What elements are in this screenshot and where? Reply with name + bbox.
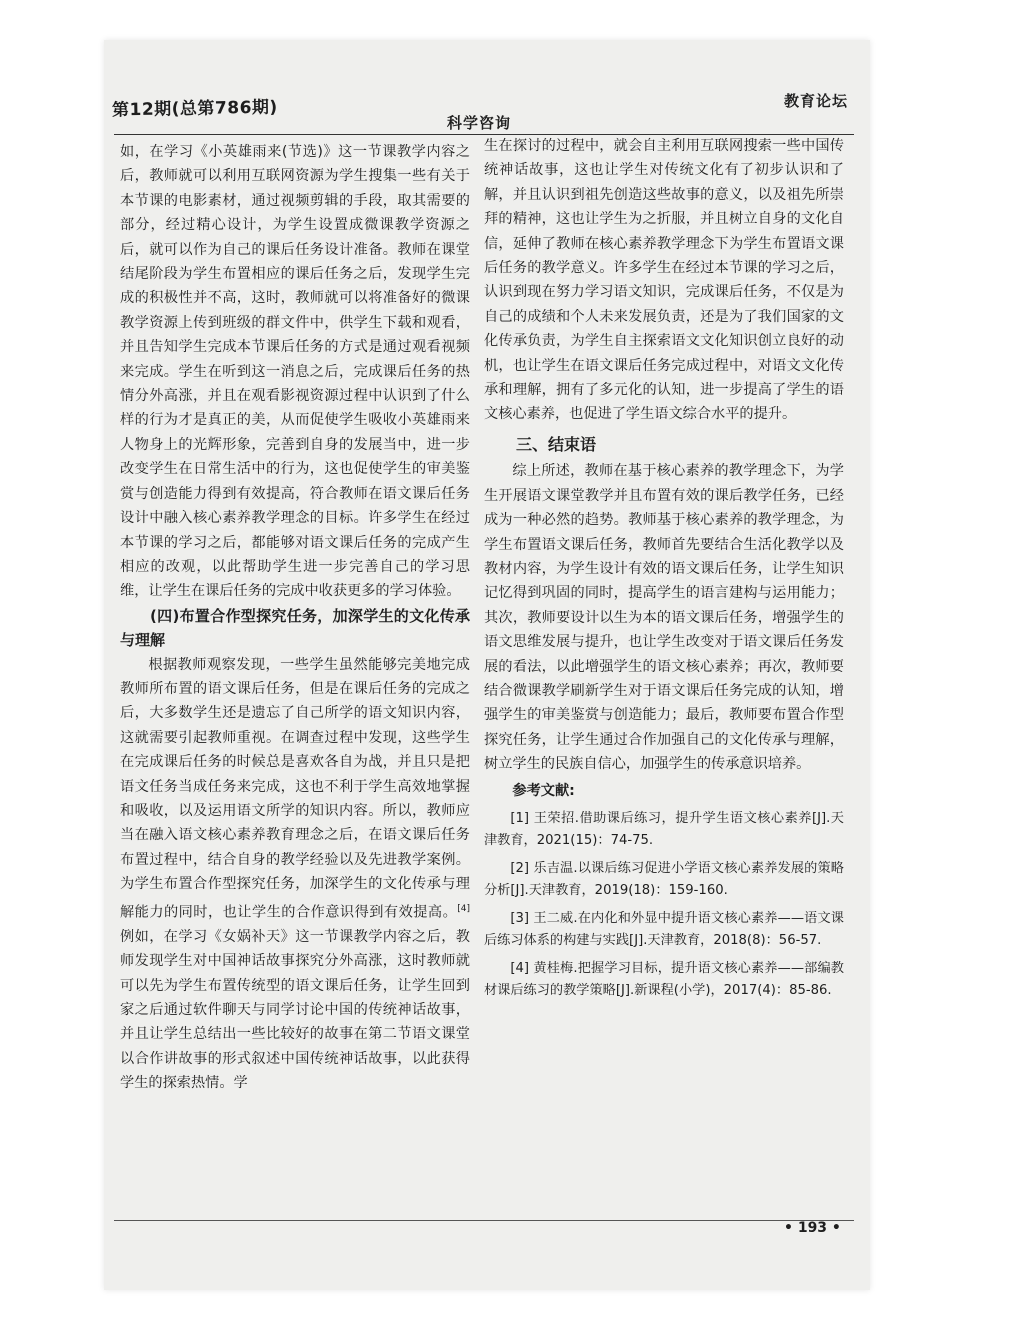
right-column — [484, 134, 844, 1003]
reference-item: [3] 王二威.在内化和外显中提升语文核心素养——语文课后练习体系的构建与实践[J].天津教育，2018(8)：56-57. — [484, 910, 844, 949]
left-paragraph-2 — [120, 653, 470, 1096]
section-label: 教育论坛 — [784, 92, 849, 110]
citation-marker: [4] — [457, 903, 470, 914]
references-title: 参考文献: — [512, 782, 575, 799]
footer-rule — [114, 1220, 854, 1221]
left-paragraph-2-part-b: 例如，在学习《女娲补天》这一节课教学内容之后，教师发现学生对中国神话故事探究分外高涨，这时教师就可以先为学生布置传统型的语文课后任务，让学生回到家之后通过软件聊天与同学讨论中国的传统神话故事，并且让学生总结出一些比较好的故事在第二节语文课堂以合作讲故事的形式叙述中国传统神话故事，以此获得学生的探索热情。学 — [120, 928, 470, 1092]
subsection-heading-4: (四)布置合作型探究任务，加深学生的文化传承与理解 — [120, 606, 470, 650]
reference-item: [4] 黄桂梅.把握学习目标，提升语文核心素养——部编教材课后练习的教学策略[J].新课程(小学)，2017(4)：85-86. — [484, 960, 844, 999]
conclusion-paragraph: 综上所述，教师在基于核心素养的教学理念下，为学生开展语文课堂教学并且布置有效的课后教学任务，已经成为一种必然的趋势。教师基于核心素养的教学理念，为学生布置语文课后任务，教师首先要结合生活化教学以及教材内容，为学生设计有效的语文课后任务，让学生知识记忆得到巩固的同时，提高学生的语言建构与运用能力；其次，教师要设计以生为本的语文课后任务，增强学生的语文思维发展与提升，也让学生改变对于语文课后任务发展的看法，以此增强学生的语文核心素养；再次，教师要结合微课教学刷新学生对于语文课后任务完成的认知，增强学生的审美鉴赏与创造能力；最后，教师要布置合作型探究任务，让学生通过合作加强自己的文化传承与理解，树立学生的民族自信心，加强学生的传承意识培养。 — [484, 463, 844, 773]
right-paragraph-1: 生在探讨的过程中，就会自主利用互联网搜索一些中国传统神话故事，这也让学生对传统文化有了初步认识和了解，并且认识到祖先创造这些故事的意义，以及祖先所崇拜的精神，这也让学生为之折服，并且树立自身的文化自信，延伸了教师在核心素养教学理念下为学生布置语文课后任务的教学意义。许多学生在经过本节课的学习之后，认识到现在努力学习语文知识，完成课后任务，不仅是为自己的成绩和个人未来发展负责，还是为了我们国家的文化传承负责，为学生自主探索语文文化知识创立良好的动机，也让学生在语文课后任务完成过程中，对语文文化传承和理解，拥有了多元化的认知，进一步提高了学生的语文核心素养，也促进了学生语文综合水平的提升。 — [484, 138, 844, 423]
reference-item: [2] 乐吉温.以课后练习促进小学语文核心素养发展的策略分析[J].天津教育，2019(18)：159-160. — [484, 860, 844, 899]
reference-item: [1] 王荣招.借助课后练习，提升学生语文核心素养[J].天津教育，2021(15)：74-75. — [484, 810, 844, 849]
left-paragraph-2-part-a: 根据教师观察发现，一些学生虽然能够完美地完成教师所布置的语文课后任务，但是在课后任务的完成之后，大多数学生还是遗忘了自己所学的语文知识内容，这就需要引起教师重视。在调查过程中发现，这些学生在完成课后任务的时候总是喜欢各自为战，并且只是把语文任务当成任务来完成，这也不利于学生高效地掌握和吸收，以及运用语文所学的知识内容。所以，教师应当在融入语文核心素养教育理念之后，在语文课后任务布置过程中，结合自身的教学经验以及先进教学案例。为学生布置合作型探究任务，加深学生的文化传承与理解能力的同时，也让学生的合作意识得到有效提高。 — [120, 656, 470, 921]
issue-label: 第12期(总第786期) — [111, 97, 278, 121]
conclusion-heading: 三、结束语 — [516, 434, 597, 454]
journal-title: 科学咨询 — [447, 114, 512, 132]
page-number: • 193 • — [784, 1220, 841, 1236]
left-paragraph-1: 如，在学习《小英雄雨来(节选)》这一节课教学内容之后，教师就可以利用互联网资源为学生搜集一些有关于本节课的电影素材，通过视频剪辑的手段，取其需要的部分，经过精心设计，为学生设置成微课教学资源之后，就可以作为自己的课后任务设计准备。教师在课堂结尾阶段为学生布置相应的课后任务之后，发现学生完成的积极性并不高，这时，教师就可以将准备好的微课教学资源上传到班级的群文件中，供学生下载和观看，并且告知学生完成本节课后任务的方式是通过观看视频来完成。学生在听到这一消息之后，完成课后任务的热情分外高涨，并且在观看影视资源过程中认识到了什么样的行为才是真正的美，从而促使学生吸收小英雄雨来人物身上的光辉形象，完善到自身的发展当中，进一步改变学生在日常生活中的行为，这也促使学生的审美鉴赏与创造能力得到有效提高，符合教师在语文课后任务设计中融入核心素养教学理念的目标。许多学生在经过本节课的学习之后，都能够对语文课后任务的完成产生相应的改观，以此帮助学生进一步完善自己的学习思维，让学生在课后任务的完成中收获更多的学习体验。 — [120, 144, 470, 600]
left-column — [120, 140, 470, 1096]
